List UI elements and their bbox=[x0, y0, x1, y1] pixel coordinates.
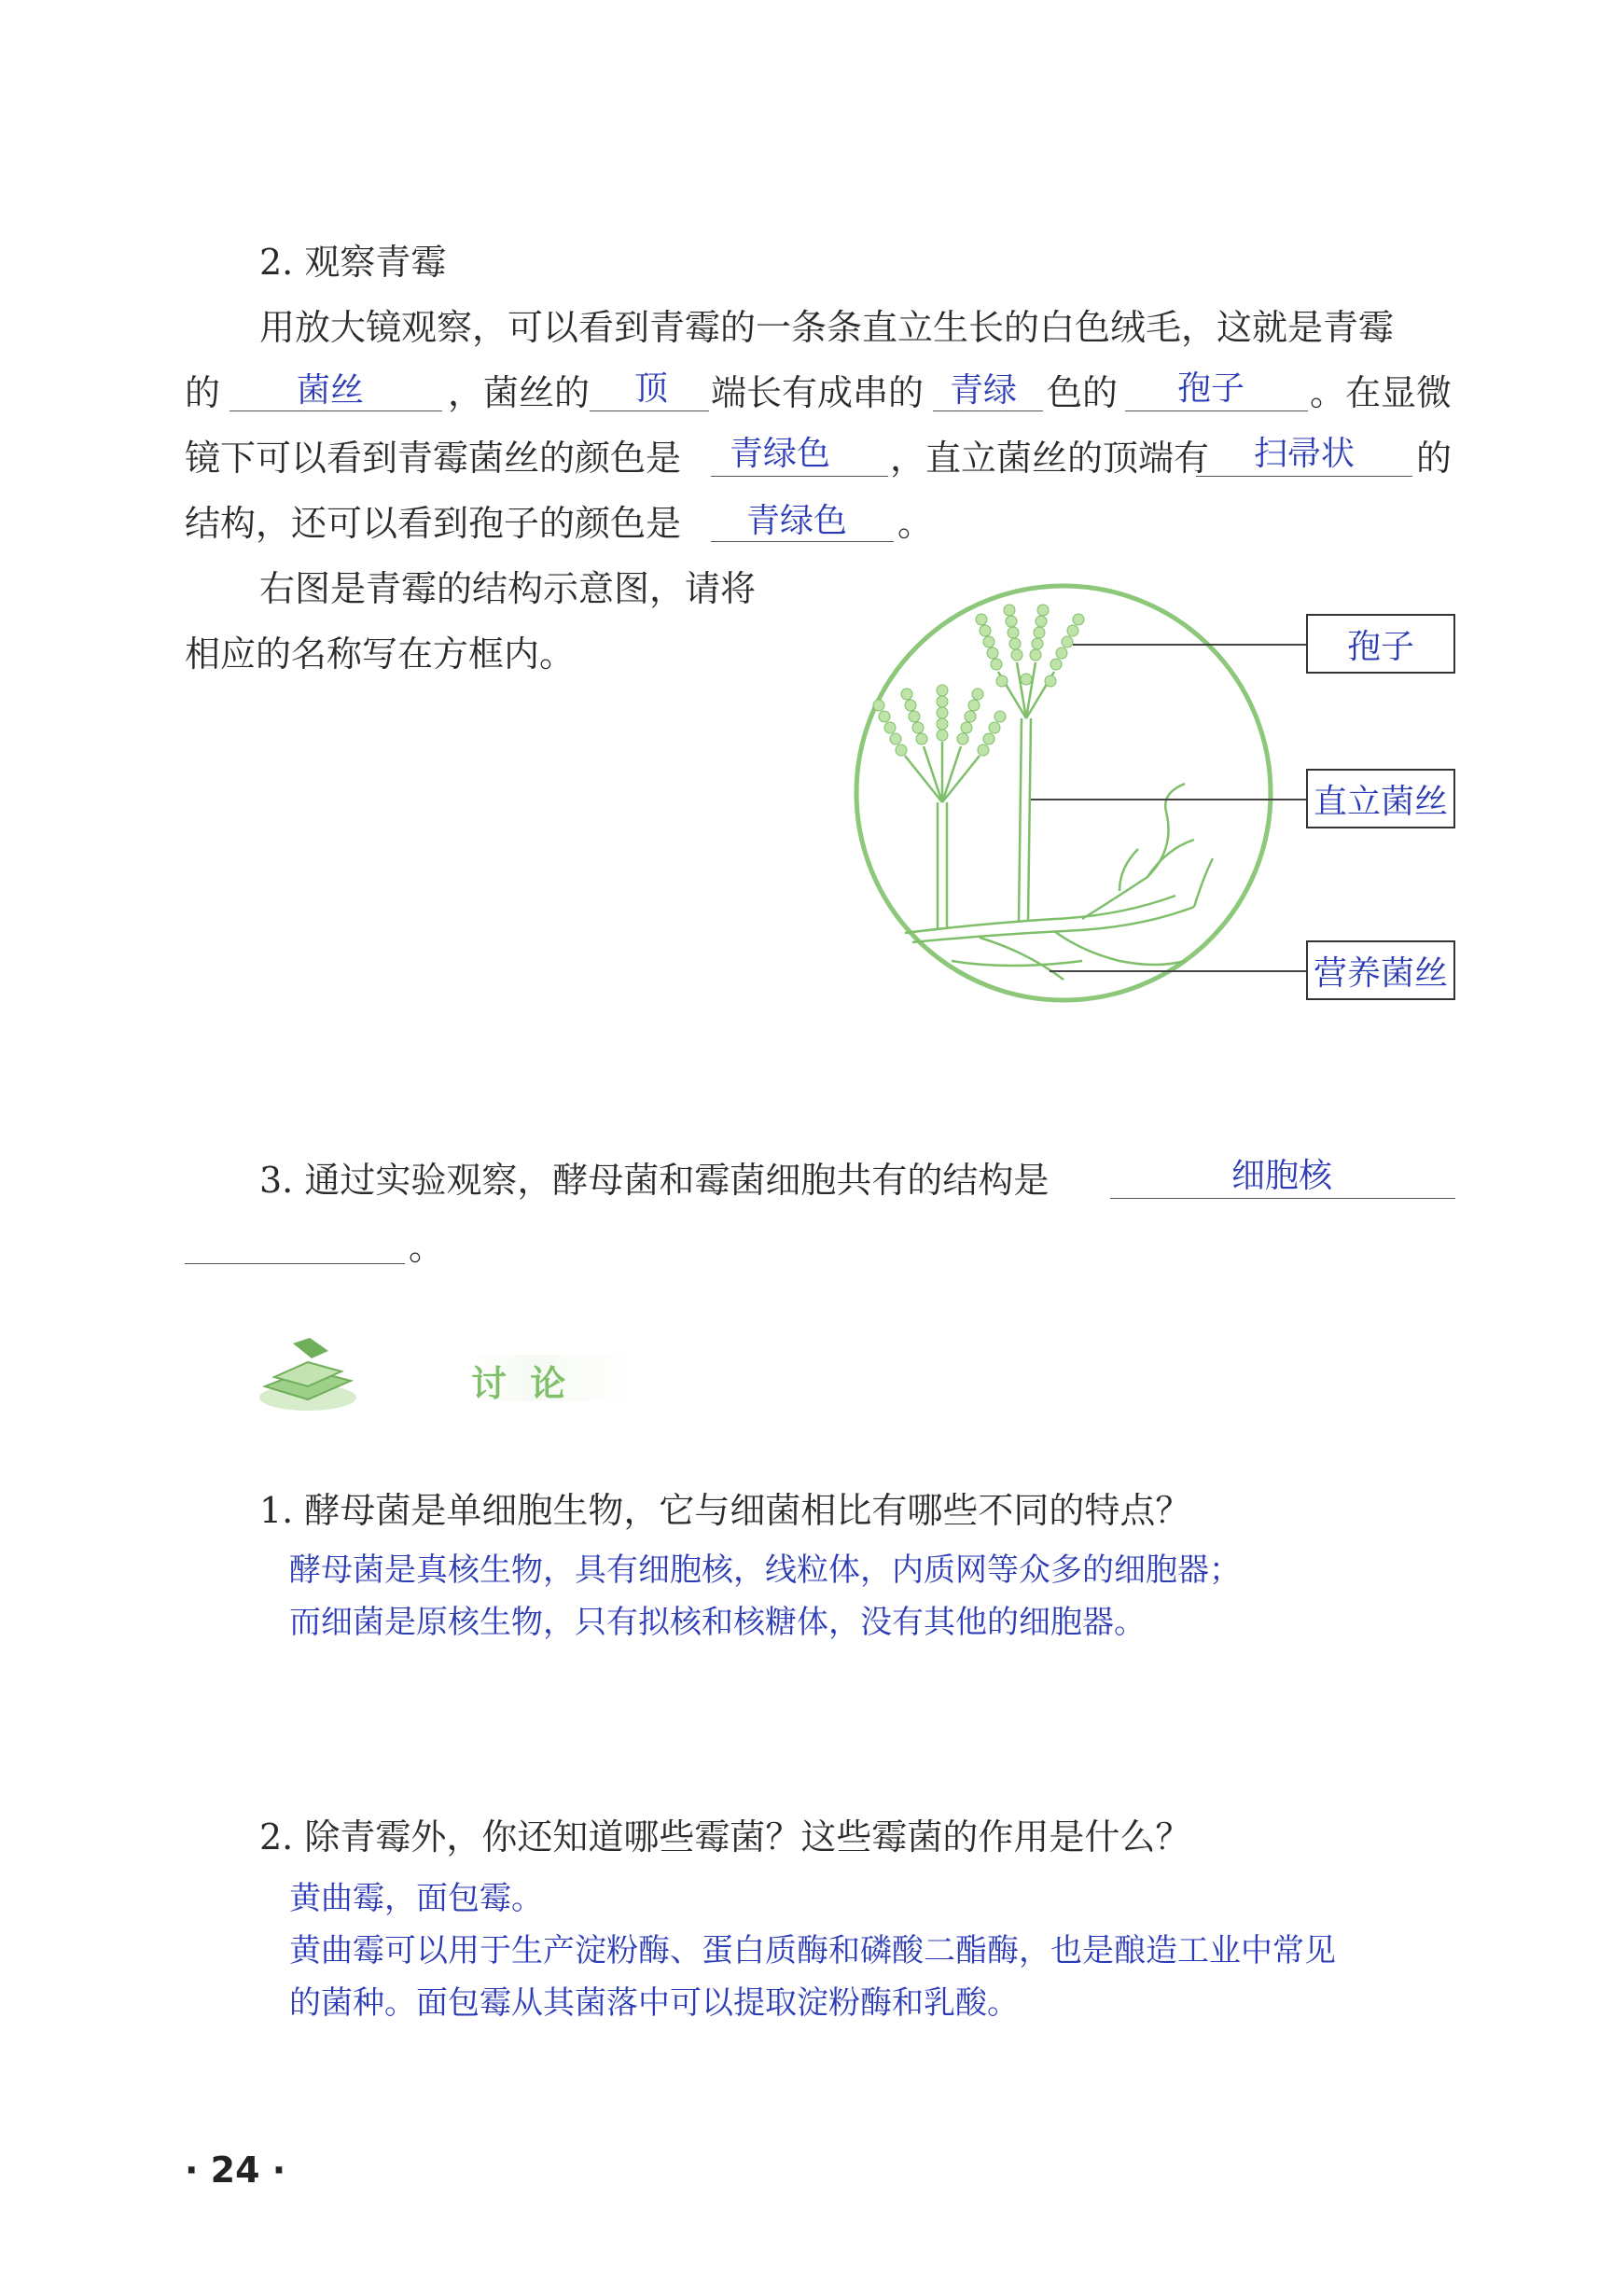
leader-nutrient-hyphae bbox=[1050, 970, 1306, 972]
answer-shared-structure: 细胞核 bbox=[1231, 1157, 1333, 1195]
section3-text: 3. 通过实验观察，酵母菌和霉菌细胞共有的结构是 bbox=[259, 1160, 1050, 1201]
section2-line3-b: ，直立菌丝的顶端有 bbox=[890, 438, 1210, 479]
answer-2-line3: 的菌种。面包霉从其菌落中可以提取淀粉酶和乳酸。 bbox=[289, 1984, 1019, 2022]
blank-shared-structure[interactable] bbox=[1110, 1198, 1455, 1199]
leader-spore bbox=[1073, 644, 1306, 646]
section2-line3-a: 镜下可以看到青霉菌丝的颜色是 bbox=[185, 438, 682, 479]
question-2: 2. 除青霉外，你还知道哪些霉菌？这些霉菌的作用是什么？ bbox=[259, 1816, 1191, 1858]
label-box-upright-hyphae[interactable]: 直立菌丝 bbox=[1306, 769, 1455, 828]
label-box-spore[interactable]: 孢子 bbox=[1306, 614, 1455, 674]
label-box-nutrient-hyphae[interactable]: 营养菌丝 bbox=[1306, 940, 1455, 1000]
discussion-title: 讨 论 bbox=[471, 1363, 572, 1404]
answer-broom: 扫帚状 bbox=[1254, 435, 1356, 473]
blank-broom[interactable] bbox=[1196, 476, 1412, 477]
answer-2-line2: 黄曲霉可以用于生产淀粉酶、蛋白质酶和磷酸二酯酶，也是酿造工业中常见 bbox=[289, 1932, 1336, 1969]
leader-upright-hyphae bbox=[1031, 799, 1306, 800]
answer-2-line1: 黄曲霉，面包霉。 bbox=[289, 1880, 543, 1917]
section2-line2-d: 色的 bbox=[1047, 372, 1119, 413]
blank-top[interactable] bbox=[590, 410, 709, 411]
section2-line2-b: ，菌丝的 bbox=[448, 372, 591, 413]
section2-line1: 用放大镜观察，可以看到青霉的一条条直立生长的白色绒毛，这就是青霉 bbox=[259, 307, 1395, 348]
answer-spores: 孢子 bbox=[1177, 369, 1245, 408]
page-number: · 24 · bbox=[185, 2150, 286, 2191]
section2-line2-e: 。在显微 bbox=[1310, 372, 1453, 413]
blank-spores[interactable] bbox=[1125, 410, 1308, 411]
blank-hyphae-color[interactable] bbox=[711, 476, 888, 477]
section2-line2-a: 的 bbox=[185, 372, 221, 413]
answer-top: 顶 bbox=[634, 369, 669, 408]
diagram-prompt-line1: 右图是青霉的结构示意图，请将 bbox=[259, 568, 757, 609]
section2-line4-a: 结构，还可以看到孢子的颜色是 bbox=[185, 503, 682, 544]
answer-hyphae: 菌丝 bbox=[297, 371, 365, 410]
section3-end: 。 bbox=[409, 1227, 445, 1268]
section2-line2-c: 端长有成串的 bbox=[711, 372, 925, 413]
answer-spore-color: 青绿 bbox=[950, 371, 1018, 410]
diagram-prompt-line2: 相应的名称写在方框内。 bbox=[185, 633, 576, 675]
penicillium-diagram bbox=[840, 569, 1287, 1017]
answer-hyphae-color: 青绿色 bbox=[730, 435, 831, 473]
question-1: 1. 酵母菌是单细胞生物，它与细菌相比有哪些不同的特点？ bbox=[259, 1490, 1191, 1531]
answer-1-line1: 酵母菌是真核生物，具有细胞核，线粒体，内质网等众多的细胞器； bbox=[289, 1552, 1241, 1589]
answer-1-line2: 而细菌是原核生物，只有拟核和核糖体，没有其他的细胞器。 bbox=[289, 1604, 1146, 1641]
blank-shared-structure-cont[interactable] bbox=[185, 1263, 405, 1264]
section2-line4-b: 。 bbox=[897, 503, 934, 544]
answer-spore-color-micro: 青绿色 bbox=[746, 502, 848, 540]
section2-heading: 2. 观察青霉 bbox=[259, 242, 447, 283]
section2-line3-c: 的 bbox=[1416, 438, 1453, 479]
book-icon bbox=[252, 1325, 364, 1418]
